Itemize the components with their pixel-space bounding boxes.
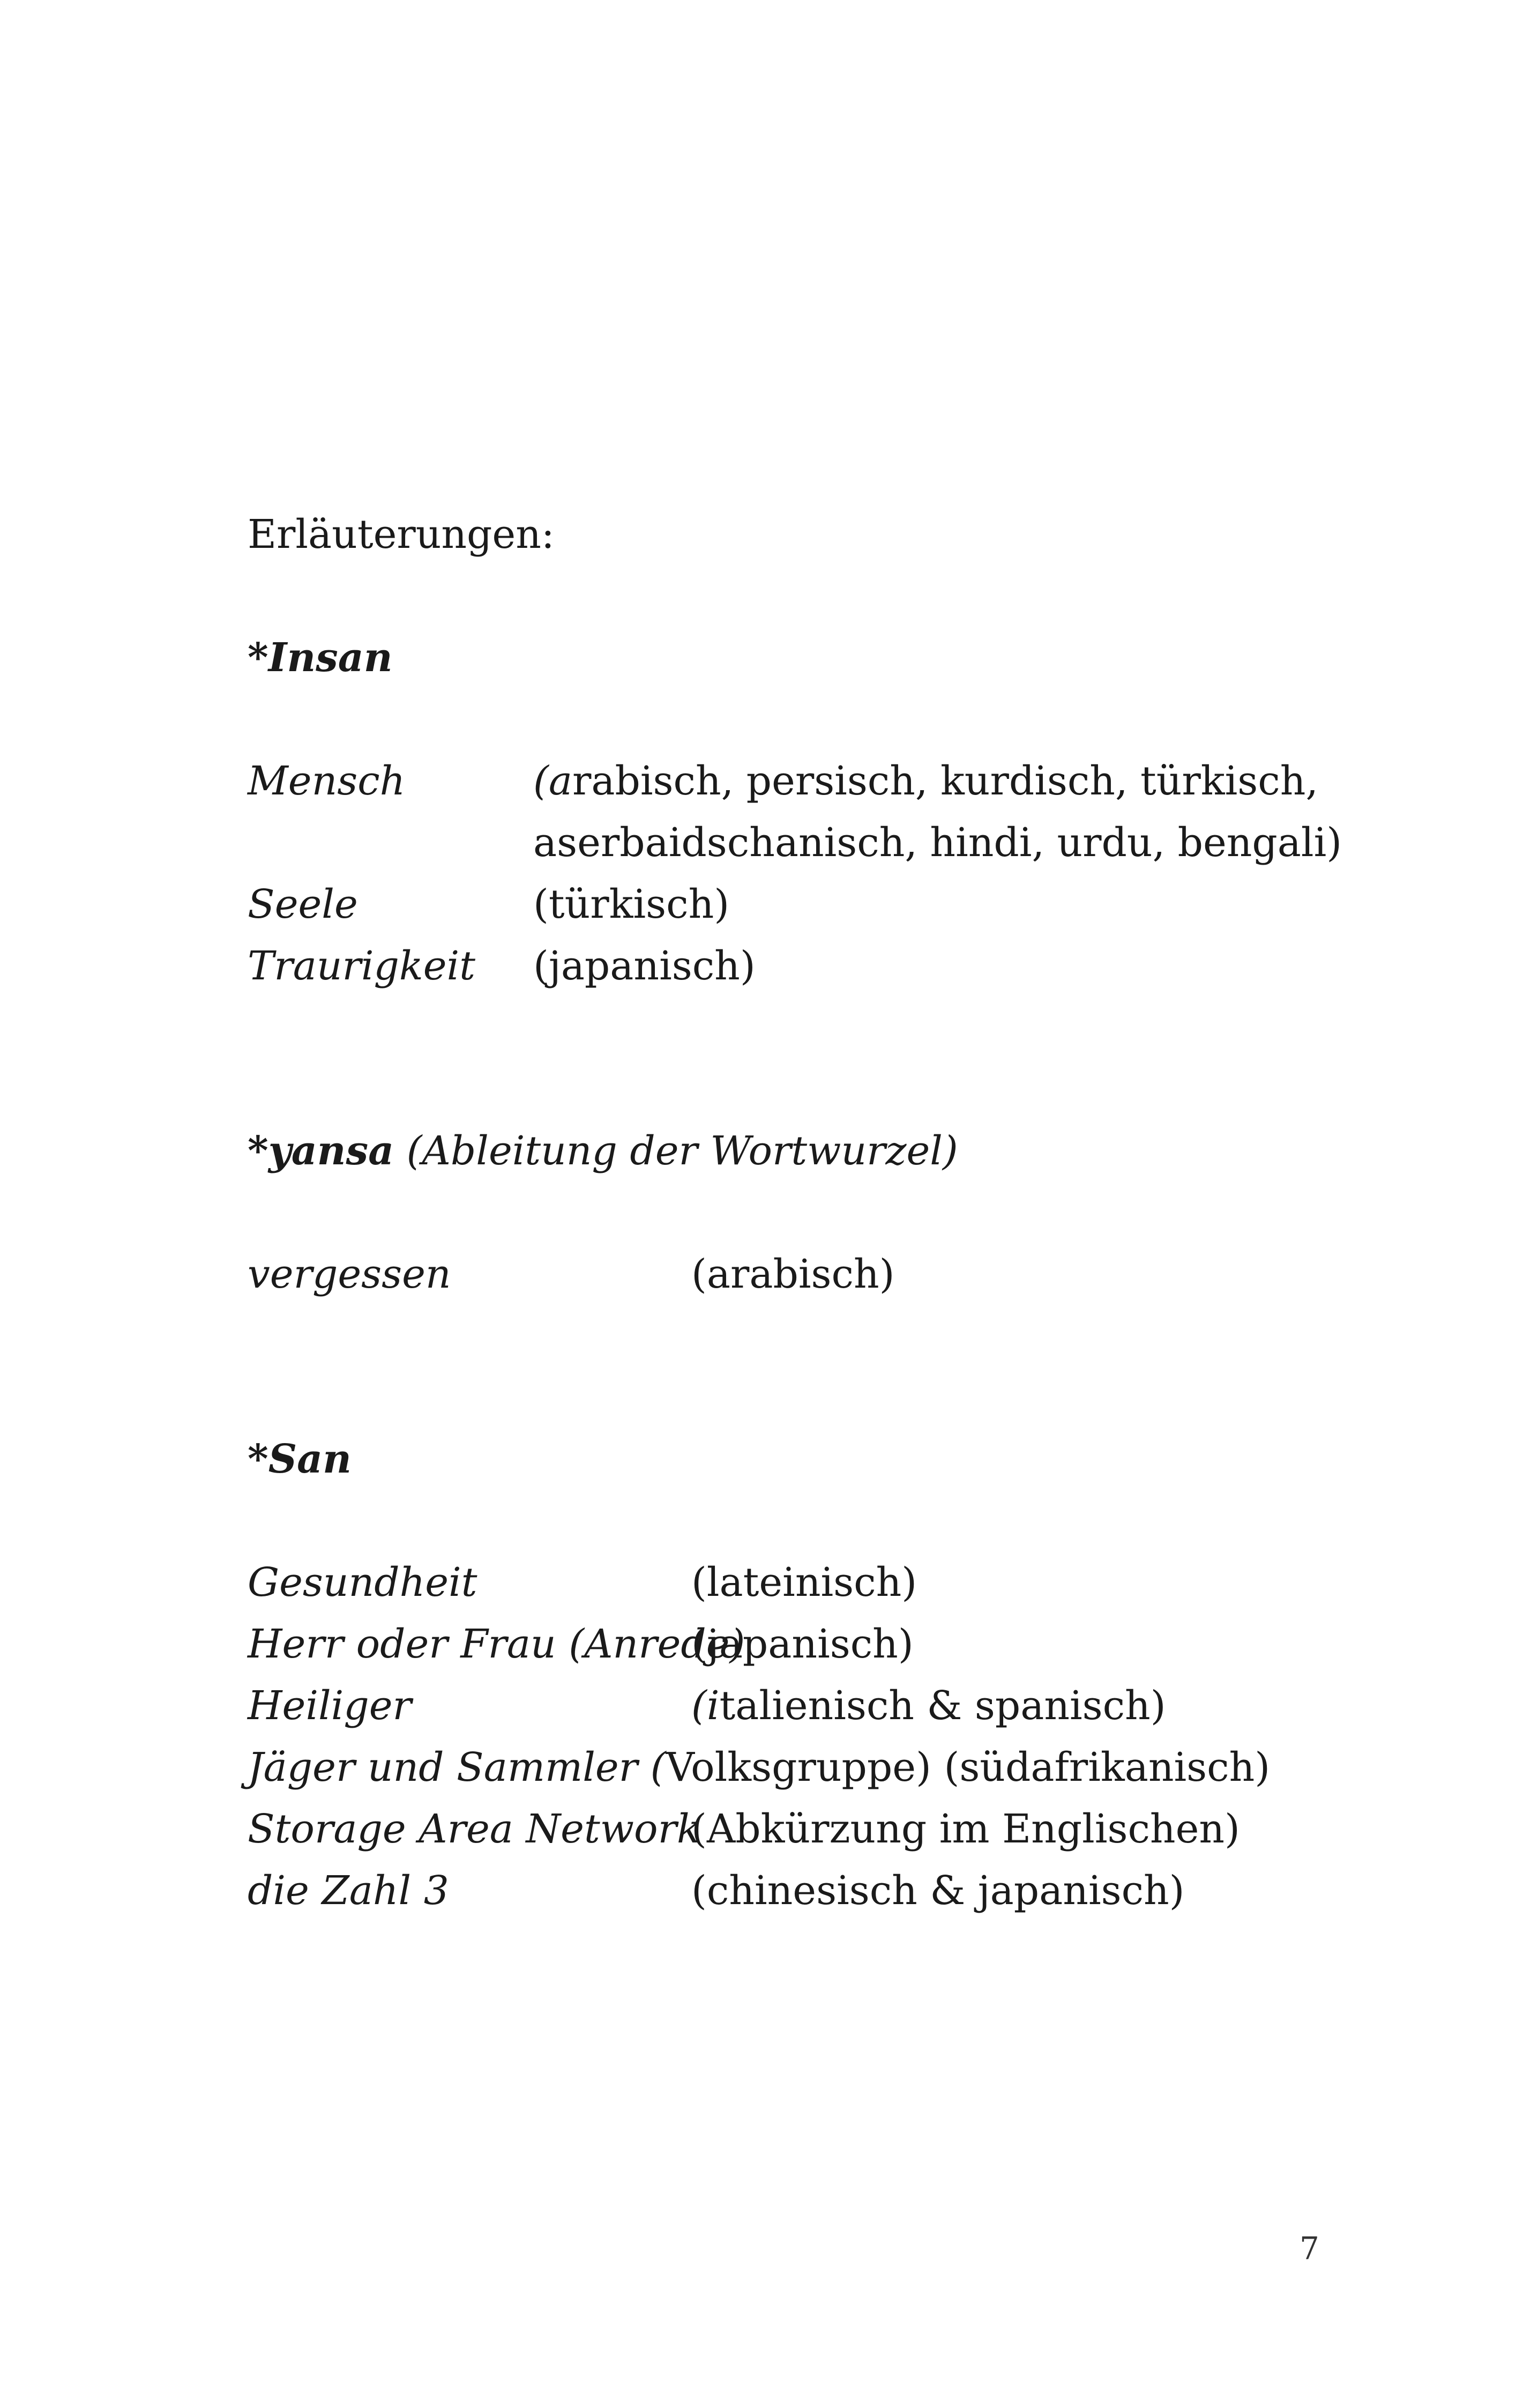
insan-lang-3: (japanisch) — [533, 943, 756, 989]
page-number: 7 — [1300, 2230, 1319, 2266]
san-lang-0: (lateinisch) — [691, 1559, 917, 1606]
san-term-3: Jäger und Sammler ( — [248, 1744, 666, 1790]
insan-term-0: Mensch — [248, 758, 406, 804]
insan-lang-0: (arabisch, persisch, kurdisch, türkisch, — [533, 758, 1318, 804]
insan-term-2: Seele — [248, 881, 358, 927]
yansa-heading-line — [248, 1128, 958, 1174]
san-lang-4: (Abkürzung im Englischen) — [691, 1806, 1240, 1852]
san-row-3 — [248, 1744, 1271, 1790]
insan-heading: *Insan — [248, 635, 393, 681]
san-heading: *San — [248, 1436, 352, 1482]
yansa-term-0: vergessen — [248, 1251, 451, 1297]
intro-heading: Erläuterungen: — [248, 511, 555, 558]
yansa-heading: *yansa — [248, 1128, 394, 1174]
san-term-0: Gesundheit — [248, 1559, 477, 1606]
insan-term-3: Traurigkeit — [248, 943, 475, 989]
insan-lang-2: (türkisch) — [533, 881, 730, 927]
san-lang-3: Volksgruppe) (südafrikanisch) — [666, 1744, 1271, 1790]
san-lang-1: (japanisch) — [691, 1621, 914, 1667]
yansa-lang-0: (arabisch) — [691, 1251, 895, 1297]
san-lang-2: (italienisch & spanisch) — [691, 1683, 1166, 1729]
yansa-note: (Ableitung der Wortwurzel) — [406, 1128, 958, 1174]
insan-lang-1: aserbaidschanisch, hindi, urdu, bengali) — [533, 820, 1342, 866]
san-term-4: Storage Area Network — [248, 1806, 701, 1852]
san-lang-5: (chinesisch & japanisch) — [691, 1868, 1185, 1914]
san-term-5: die Zahl 3 — [248, 1868, 449, 1914]
san-term-1: Herr oder Frau (Anrede) — [248, 1621, 745, 1667]
san-term-2: Heiliger — [248, 1683, 412, 1729]
